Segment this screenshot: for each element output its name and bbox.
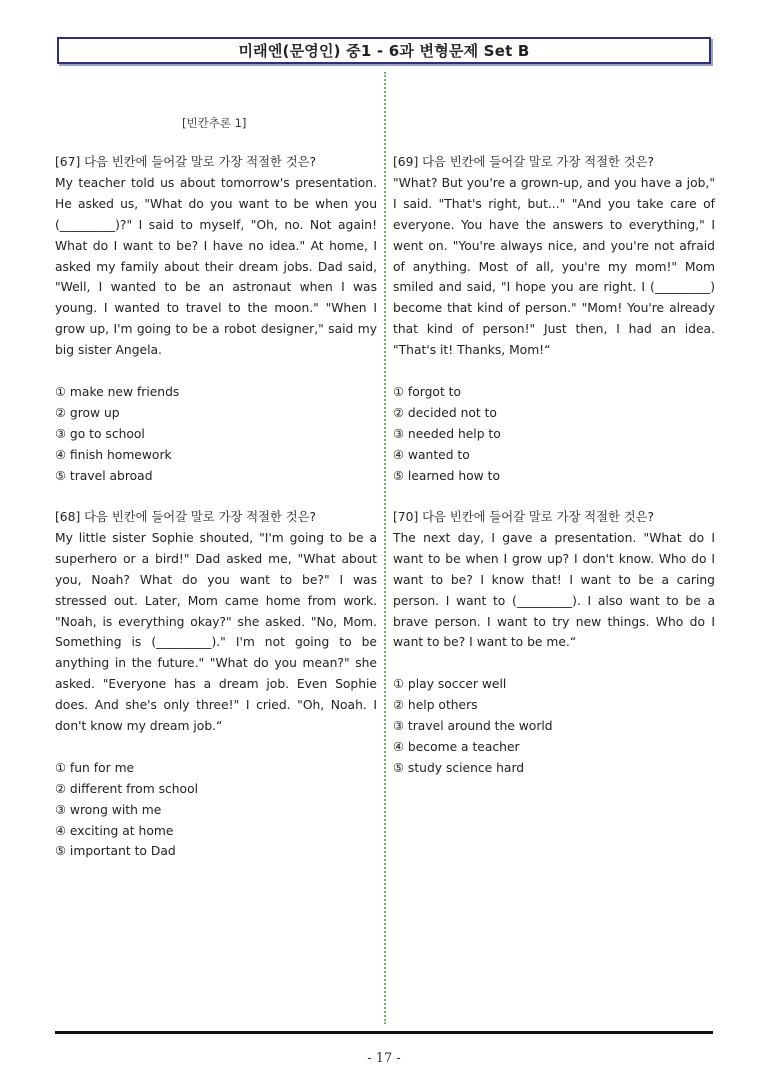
page-title-box: [57, 37, 711, 64]
column-divider: [384, 72, 386, 1024]
footer-rule: [55, 1031, 713, 1034]
answer-option[interactable]: ② decided not to: [393, 405, 497, 420]
answer-option[interactable]: ④ wanted to: [393, 447, 470, 462]
answer-option[interactable]: ③ travel around the world: [393, 719, 553, 734]
answer-option[interactable]: ④ finish homework: [55, 447, 172, 462]
answer-options: [55, 758, 377, 863]
answer-option[interactable]: ① forgot to: [393, 384, 462, 399]
answer-option[interactable]: ② help others: [393, 698, 478, 713]
answer-option[interactable]: ④ become a teacher: [393, 739, 520, 754]
page-title: 미래엔(문영인) 중1 - 6과 변형문제 Set B: [238, 42, 530, 60]
question-passage: "What? But you're a grown-up, and you have a job," I said. "That's right, but..." "And you take care of everyone. You have the answers to everything," I went on. "You're always nice, and you're not afraid of anything. Most of all, you're my mom!" Mom smiled and said, "I hope you are right. I (_________) become that kind of person." "Mom! You're already that kind of person!" Just then, I had an idea. "That's it! Thanks, Mom!“: [393, 175, 715, 358]
question-heading: [67] 다음 빈칸에 들어갈 말로 가장 적절한 것은?: [55, 155, 317, 169]
section-label: [빈칸추론 1]: [182, 116, 247, 130]
answer-option[interactable]: ③ go to school: [55, 426, 145, 441]
question-67: [55, 152, 377, 486]
question-passage: The next day, I gave a presentation. "What do I want to be when I grow up? I don't know. Who do I want to be? I know that! I want to be a caring person. I want to (_________). I also want to be a brave person. I want to try new things. Who do I want to be? I want to be me.“: [393, 530, 715, 650]
page-number: - 17 -: [367, 1051, 401, 1066]
answer-option[interactable]: ② different from school: [55, 781, 199, 796]
answer-option[interactable]: ⑤ learned how to: [393, 468, 500, 483]
question-68: [55, 507, 377, 862]
answer-option[interactable]: ① make new friends: [55, 384, 180, 399]
answer-option[interactable]: ① fun for me: [55, 760, 135, 775]
question-heading: [70] 다음 빈칸에 들어갈 말로 가장 적절한 것은?: [393, 510, 655, 524]
question-heading: [69] 다음 빈칸에 들어갈 말로 가장 적절한 것은?: [393, 155, 655, 169]
answer-option[interactable]: ④ exciting at home: [55, 823, 174, 838]
answer-option[interactable]: ① play soccer well: [393, 677, 507, 692]
answer-option[interactable]: ⑤ travel abroad: [55, 468, 153, 483]
answer-option[interactable]: ③ wrong with me: [55, 802, 162, 817]
answer-options: [55, 382, 377, 487]
question-passage: My little sister Sophie shouted, "I'm going to be a superhero or a bird!" Dad asked me, "What about you, Noah? What do you want to be?" I was stressed out. Later, Mom came home from work. "Noah, is everything okay?" she asked. "No, Mom. Something is (_________)." I'm not going to be anything in the future." "What do you mean?" she asked. "Everyone has a dream job. Even Sophie does. And she's only three!" I cried. "Oh, Noah. I don't know my dream job.“: [55, 530, 377, 734]
answer-option[interactable]: ② grow up: [55, 405, 120, 420]
answer-option[interactable]: ③ needed help to: [393, 426, 501, 441]
answer-option[interactable]: ⑤ important to Dad: [55, 844, 176, 859]
question-passage: My teacher told us about tomorrow's presentation. He asked us, "What do you want to be when you (_________)?" I said to myself, "Oh, no. Not again! What do I want to be? I have no idea." At home, I asked my family about their dream jobs. Dad said, "Well, I wanted to be an astronaut when I was young. I wanted to travel to the moon." "When I grow up, I'm going to be a robot designer," said my big sister Angela.: [55, 175, 377, 358]
question-heading: [68] 다음 빈칸에 들어갈 말로 가장 적절한 것은?: [55, 510, 317, 524]
question-70: [393, 507, 715, 779]
question-69: [393, 152, 715, 486]
answer-option[interactable]: ⑤ study science hard: [393, 760, 525, 775]
answer-options: [393, 674, 715, 779]
answer-options: [393, 382, 715, 487]
